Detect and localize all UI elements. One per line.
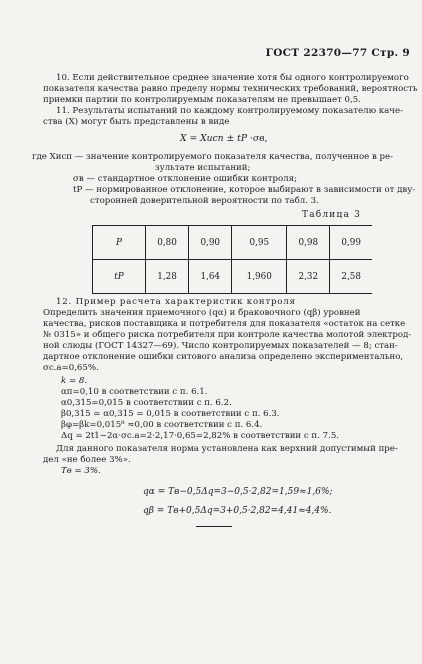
page-header: ГОСТ 22370—77 Стр. 9: [265, 47, 410, 59]
table-cell: 2,32: [287, 260, 330, 294]
main-formula: X = Xисп ± tP ·σв,: [180, 133, 268, 144]
table-cell: 1,960: [232, 260, 287, 294]
table-row-tp: [93, 260, 373, 294]
norm-line-2: дел «не более 3%».: [43, 455, 131, 465]
result-q-alpha: qα = Tв−0,5Δq=3−0,5·2,82=1,59≈1,6%;: [143, 487, 333, 497]
where-line-5: сторонней доверительной вероятности по табл. 3.: [90, 196, 319, 206]
table-cell: 1,28: [146, 260, 189, 294]
para-10-line-3: приемки партии по контролируемым показателям не превышает 0,5.: [43, 95, 361, 105]
para-12-heading: 12. Пример расчета характеристик контроля: [56, 297, 296, 307]
para-10-line-2: показателя качества равно пределу нормы технических требований, вероятность: [43, 84, 418, 94]
row-label: tP: [93, 260, 146, 294]
where-line-2: зультате испытаний;: [155, 163, 251, 173]
table-cell: 1,64: [189, 260, 232, 294]
result-q-beta: qβ = Tв+0,5Δq=3+0,5·2,82=4,41≈4,4%.: [143, 506, 332, 516]
para-12-line-2: Определить значения приемочного (qα) и браковочного (qβ) уровней: [43, 308, 361, 318]
para-12-line-6: дартное отклонение ошибки ситового анализа определено экспериментально,: [43, 352, 404, 362]
norm-line-1: Для данного показателя норма установлена как верхний допустимый пре-: [56, 444, 398, 454]
where-line-1: где Xисп — значение контролируемого показателя качества, полученное в ре-: [32, 152, 394, 162]
calc-line-2: αп=0,10 в соответствии с п. 6.1.: [61, 387, 208, 397]
where-line-3: σв — стандартное отклонение ошибки контроля;: [73, 174, 297, 184]
calc-line-6: Δq = 2t1−2α·σс.а=2·2,17·0,65=2,82% в соответствии с п. 7.5.: [61, 431, 340, 441]
table-cell: 0,98: [287, 226, 330, 260]
table-cell: 0,99: [330, 226, 372, 260]
calc-line-5: βφ=βk=0,015⁸ ≈0,00 в соответствии с п. 6.4.: [61, 420, 263, 430]
table-cell: 0,90: [189, 226, 232, 260]
para-12-line-7: σс.а=0,65%.: [43, 363, 99, 373]
para-11-line-2: ства (X) могут быть представлены в виде: [43, 117, 230, 127]
table-cell: 0,80: [146, 226, 189, 260]
section-divider: [196, 526, 232, 527]
table-title: Таблица 3: [302, 210, 362, 220]
calc-line-3: α0,315=0,015 в соответствии с п. 6.2.: [61, 398, 232, 408]
table-cell: 0,95: [232, 226, 287, 260]
table-cell: 2,58: [330, 260, 372, 294]
para-11-line-1: 11. Результаты испытаний по каждому контролируемому показателю каче-: [56, 106, 403, 116]
para-12-line-5: ной слюды (ГОСТ 14327—69). Число контролируемых показателей — 8; стан-: [43, 341, 398, 351]
calc-line-4: β0,315 = α0,315 = 0,015 в соответствии с п. 6.3.: [61, 409, 280, 419]
where-line-4: tP — нормированное отклонение, которое выбирают в зависимости от дву-: [73, 185, 416, 195]
calc-line-1: k = 8.: [61, 376, 88, 386]
para-12-line-3: качества, рисков поставщика и потребителя для показателя «остаток на сетке: [43, 319, 406, 329]
para-10-line-1: 10. Если действительное среднее значение хотя бы одного контролируемого: [56, 73, 409, 83]
para-12-line-4: № 0315» и общего риска потребителя при контроле качества молотой электрод-: [43, 330, 412, 340]
norm-line-3: Tв = 3%.: [61, 466, 101, 476]
table-row-p: [93, 226, 373, 260]
row-label: P: [93, 226, 146, 260]
table-3: [92, 225, 372, 294]
